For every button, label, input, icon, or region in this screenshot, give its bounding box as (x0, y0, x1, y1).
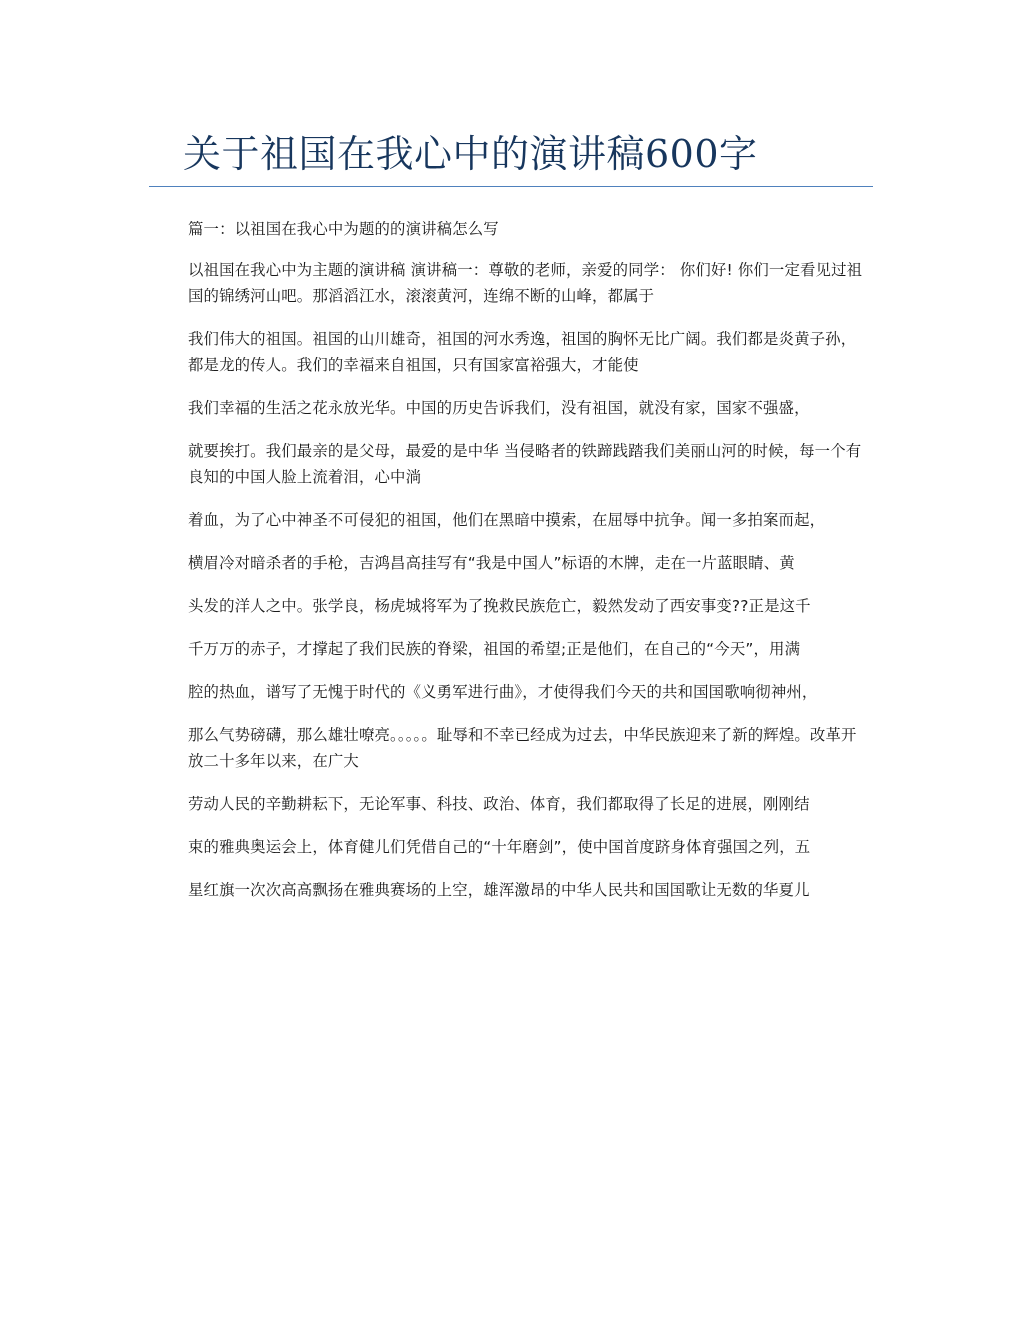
body-paragraph-12: 束的雅典奥运会上，体育健儿们凭借自己的“十年磨剑”，使中国首度跻身体育强国之列，五 (188, 838, 811, 856)
section-heading: 篇一：以祖国在我心中为题的的演讲稿怎么写 (188, 220, 499, 238)
document-title: 关于祖国在我心中的演讲稿600字 (183, 132, 758, 176)
document-body (188, 216, 868, 920)
body-paragraph-1: 以祖国在我心中为主题的演讲稿 演讲稿一：尊敬的老师，亲爱的同学： 你们好! 你们一定看见过祖国的锦绣河山吧。那滔滔江水，滚滚黄河，连绵不断的山峰，都属于 (188, 261, 863, 305)
body-paragraph-13: 星红旗一次次高高飘扬在雅典赛场的上空，雄浑激昂的中华人民共和国国歌让无数的华夏儿 (188, 881, 810, 899)
body-paragraph-8: 千万万的赤子，才撑起了我们民族的脊梁，祖国的希望;正是他们，在自己的“今天”，用满 (188, 640, 801, 658)
body-paragraph-5: 着血，为了心中神圣不可侵犯的祖国，他们在黑暗中摸索，在屈辱中抗争。闻一多拍案而起， (188, 511, 826, 529)
body-paragraph-2: 我们伟大的祖国。祖国的山川雄奇，祖国的河水秀逸，祖国的胸怀无比广阔。我们都是炎黄子孙，都是龙的传人。我们的幸福来自祖国，只有国家富裕强大，才能使 (188, 330, 857, 374)
body-paragraph-11: 劳动人民的辛勤耕耘下，无论军事、科技、政治、体育，我们都取得了长足的进展，刚刚结 (188, 795, 810, 813)
body-paragraph-10: 那么气势磅礴，那么雄壮嘹亮。。。。。耻辱和不幸已经成为过去，中华民族迎来了新的辉煌。改革开放二十多年以来，在广大 (188, 726, 857, 770)
body-paragraph-7: 头发的洋人之中。张学良，杨虎城将军为了挽救民族危亡，毅然发动了西安事变??正是这千 (188, 597, 811, 615)
title-underline-rule (149, 186, 873, 187)
body-paragraph-3: 我们幸福的生活之花永放光华。中国的历史告诉我们，没有祖国，就没有家，国家不强盛， (188, 399, 810, 417)
body-paragraph-4: 就要挨打。我们最亲的是父母，最爱的是中华 当侵略者的铁蹄践踏我们美丽山河的时候，每一个有良知的中国人脸上流着泪，心中淌 (188, 442, 862, 486)
body-paragraph-9: 腔的热血，谱写了无愧于时代的《义勇军进行曲》，才使得我们今天的共和国国歌响彻神州， (188, 683, 818, 701)
body-paragraph-6: 横眉冷对暗杀者的手枪，吉鸿昌高挂写有“我是中国人”标语的木牌，走在一片蓝眼睛、黄 (188, 554, 795, 572)
